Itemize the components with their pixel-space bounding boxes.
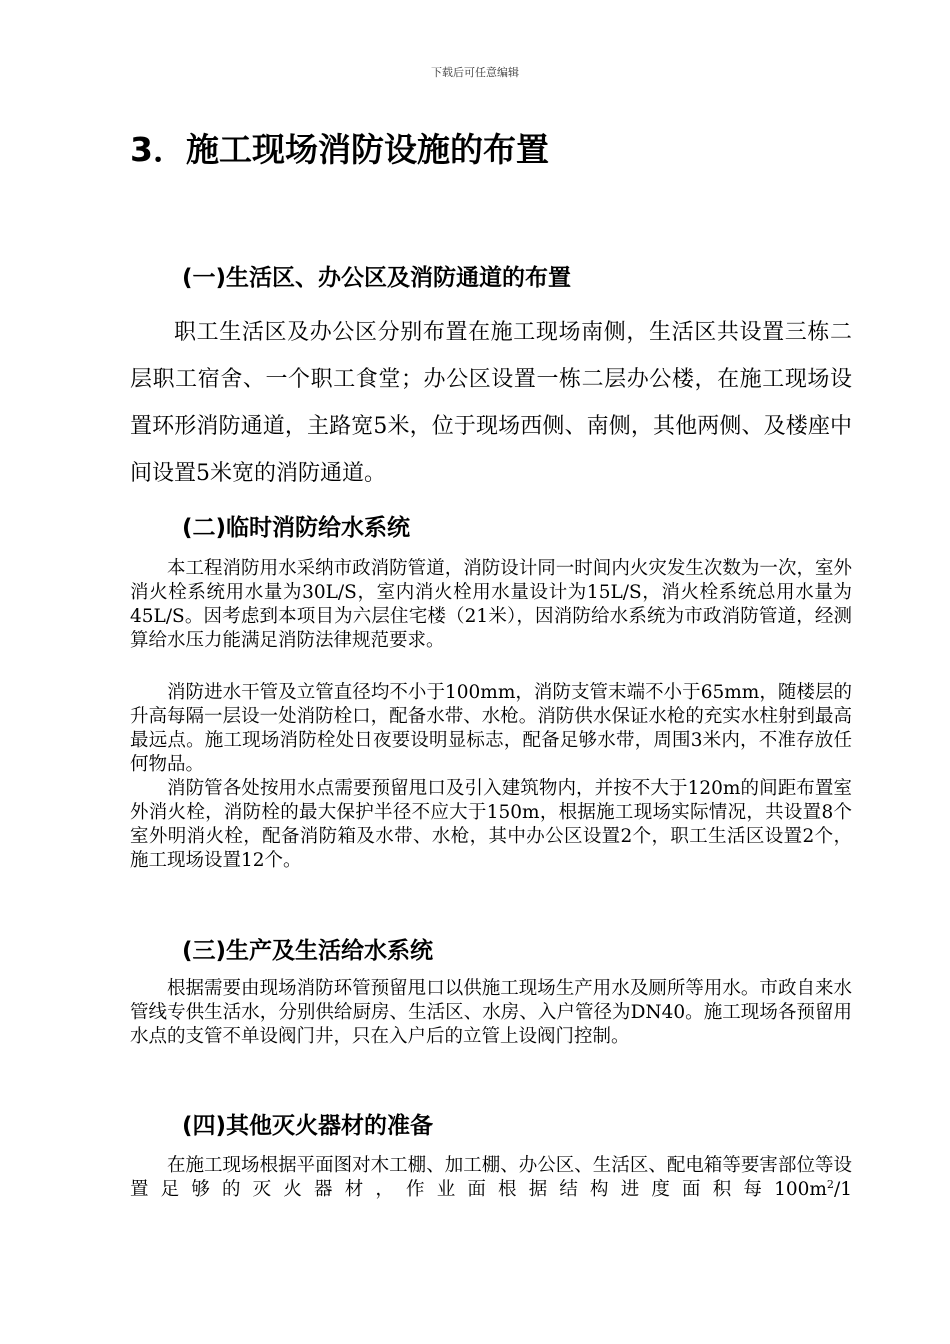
section-2-paragraph-3: 消防管各处按用水点需要预留甩口及引入建筑物内，并按不大于120m的间距布置室外消火栓，消防栓的最大保护半径不应大于150m，根据施工现场实际情况，共设置8个室外明消火栓，配备消防箱及水带、水枪，其中办公区设置2个，职工生活区设置2个，施工现场设置12个。 bbox=[130, 778, 852, 871]
section-4-paragraph bbox=[130, 1154, 852, 1202]
section-1-paragraph: 职工生活区及办公区分别布置在施工现场南侧，生活区共设置三栋二层职工宿舍、一个职工食堂；办公区设置一栋二层办公楼，在施工现场设置环形消防通道，主路宽5米，位于现场西侧、南侧，其他两侧、及楼座中间设置5米宽的消防通道。 bbox=[130, 320, 852, 486]
superscript-2: 2 bbox=[826, 1177, 834, 1191]
section-2-paragraph-1: 本工程消防用水采纳市政消防管道，消防设计同一时间内火灾发生次数为一次，室外消火栓系统用水量为30L/S，室内消火栓用水量设计为15L/S，消火栓系统总用水量为45L/S。因考虑到本项目为六层住宅楼（21米），因消防给水系统为市政消防管道，经测算给水压力能满足消防法律规范要求。 bbox=[130, 558, 852, 651]
section-4-paragraph-tail: /1 bbox=[833, 1179, 852, 1200]
page-title: 3．施工现场消防设施的布置 bbox=[130, 130, 549, 169]
section-heading-1: (一)生活区、办公区及消防通道的布置 bbox=[182, 265, 572, 291]
section-2-paragraph-2: 消防进水干管及立管直径均不小于100mm，消防支管末端不小于65mm，随楼层的升高每隔一层设一处消防栓口，配备水带、水枪。消防供水保证水枪的充实水柱射到最高最远点。施工现场消防栓处日夜要设明显标志，配备足够水带，周围3米内，不准存放任何物品。 bbox=[130, 682, 852, 775]
section-4-paragraph-text: 在施工现场根据平面图对木工棚、加工棚、办公区、生活区、配电箱等要害部位等设置足够的灭火器材，作业面根据结构进度面积每100m bbox=[130, 1155, 852, 1200]
section-heading-3: (三)生产及生活给水系统 bbox=[182, 938, 434, 964]
section-heading-4: (四)其他灭火器材的准备 bbox=[182, 1113, 434, 1139]
section-3-paragraph: 根据需要由现场消防环管预留甩口以供施工现场生产用水及厕所等用水。市政自来水管线专供生活水，分别供给厨房、生活区、水房、入户管径为DN40。施工现场各预留用水点的支管不单设阀门井，只在入户后的立管上设阀门控制。 bbox=[130, 978, 852, 1047]
section-heading-2: (二)临时消防给水系统 bbox=[182, 515, 411, 541]
header-note: 下载后可任意编辑 bbox=[431, 66, 519, 79]
